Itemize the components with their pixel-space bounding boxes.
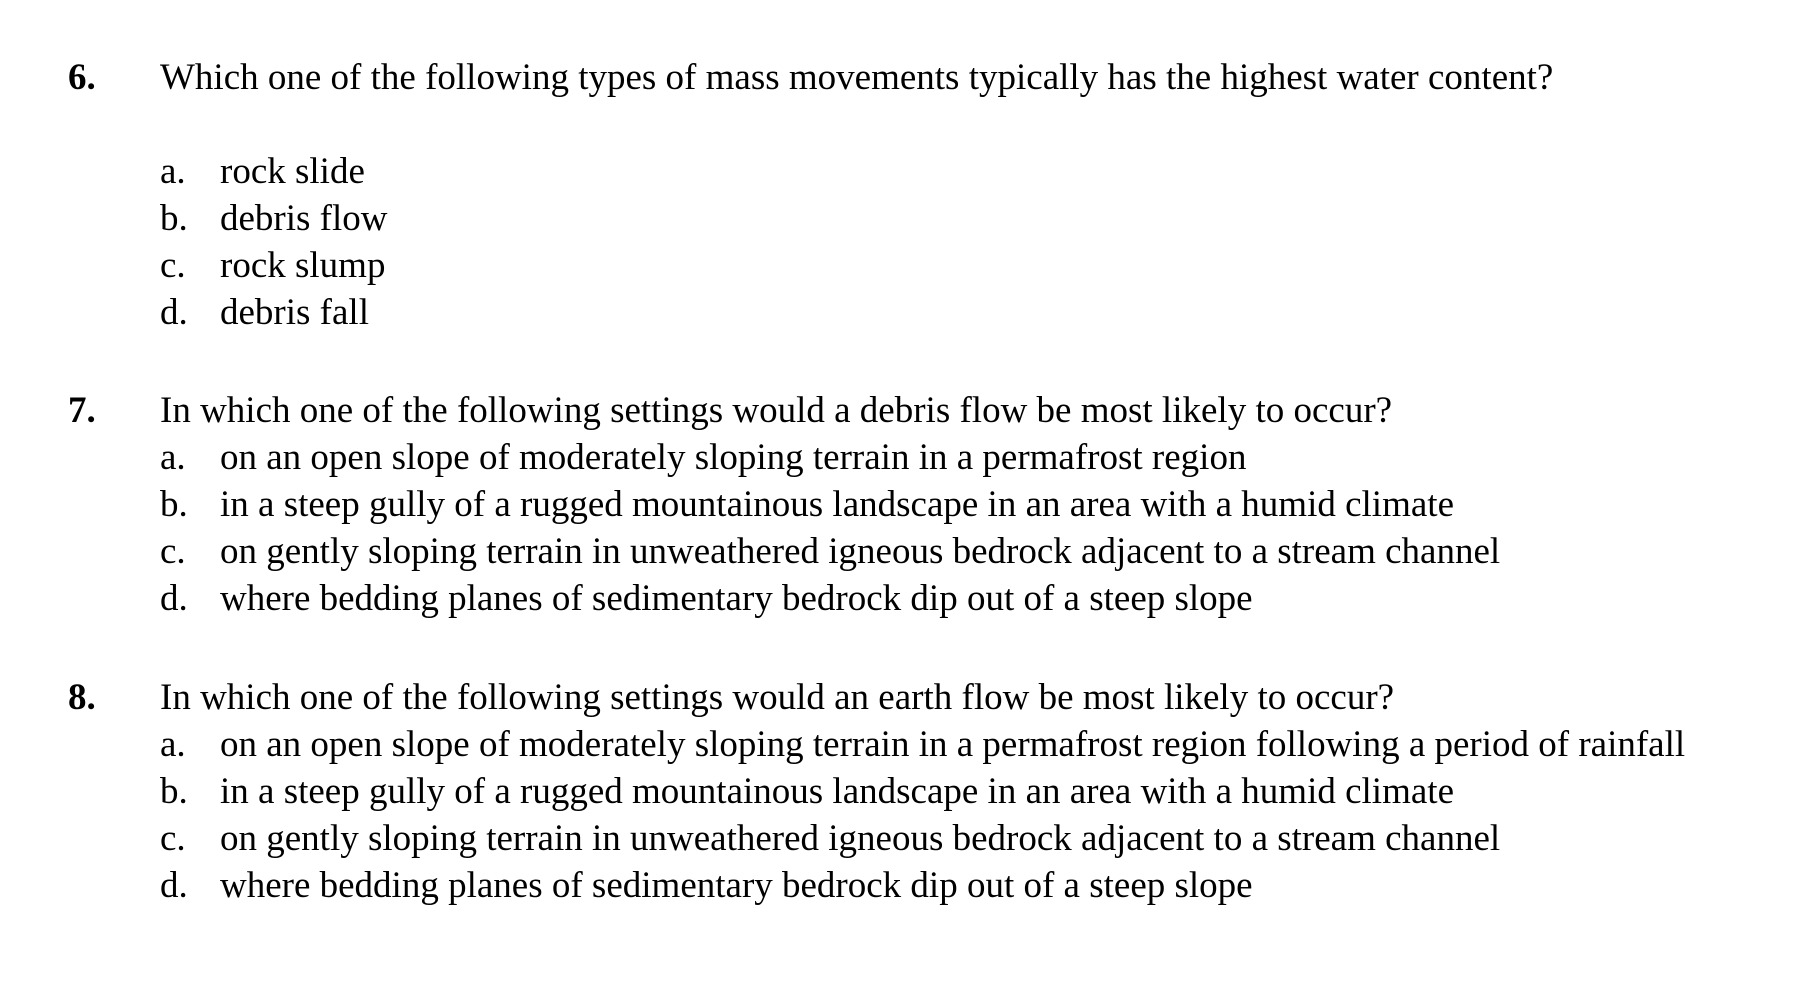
option-text: where bedding planes of sedimentary bedrock dip out of a steep slope: [220, 578, 1253, 619]
answer-options: [160, 434, 1720, 622]
answer-option-d: [160, 575, 1720, 622]
option-letter: d.: [160, 292, 188, 333]
answer-option-a: [160, 434, 1720, 481]
option-text: on an open slope of moderately sloping terrain in a permafrost region following a period of rainfall: [220, 724, 1686, 765]
option-letter: a.: [160, 151, 186, 192]
answer-option-c: [160, 528, 1720, 575]
answer-options: [160, 721, 1720, 909]
option-letter: b.: [160, 484, 188, 525]
question-stem: In which one of the following settings would an earth flow be most likely to occur?: [160, 677, 1395, 718]
option-text: debris flow: [220, 198, 388, 239]
answer-option-b: [160, 481, 1720, 528]
option-text: in a steep gully of a rugged mountainous landscape in an area with a humid climate: [220, 484, 1454, 525]
answer-option-c: [160, 242, 1720, 289]
question-number: 7.: [68, 390, 96, 431]
option-letter: c.: [160, 818, 186, 859]
answer-option-a: [160, 148, 1720, 195]
answer-option-a: [160, 721, 1720, 768]
option-letter: c.: [160, 245, 186, 286]
option-letter: d.: [160, 578, 188, 619]
question-number: 6.: [68, 57, 96, 98]
answer-options: [160, 148, 1720, 336]
option-letter: b.: [160, 771, 188, 812]
answer-option-d: [160, 862, 1720, 909]
option-letter: d.: [160, 865, 188, 906]
question-stem: In which one of the following settings would a debris flow be most likely to occur?: [160, 390, 1393, 431]
option-text: on an open slope of moderately sloping terrain in a permafrost region: [220, 437, 1247, 478]
option-letter: a.: [160, 437, 186, 478]
option-text: on gently sloping terrain in unweathered igneous bedrock adjacent to a stream channel: [220, 531, 1501, 572]
option-letter: a.: [160, 724, 186, 765]
option-letter: b.: [160, 198, 188, 239]
answer-option-d: [160, 289, 1720, 336]
option-text: in a steep gully of a rugged mountainous landscape in an area with a humid climate: [220, 771, 1454, 812]
option-text: rock slide: [220, 151, 365, 192]
answer-option-c: [160, 815, 1720, 862]
option-text: on gently sloping terrain in unweathered igneous bedrock adjacent to a stream channel: [220, 818, 1501, 859]
option-letter: c.: [160, 531, 186, 572]
answer-option-b: [160, 768, 1720, 815]
question-number: 8.: [68, 677, 96, 718]
option-text: debris fall: [220, 292, 369, 333]
question-stem: Which one of the following types of mass movements typically has the highest water content?: [160, 57, 1554, 98]
answer-option-b: [160, 195, 1720, 242]
option-text: where bedding planes of sedimentary bedrock dip out of a steep slope: [220, 865, 1253, 906]
option-text: rock slump: [220, 245, 386, 286]
